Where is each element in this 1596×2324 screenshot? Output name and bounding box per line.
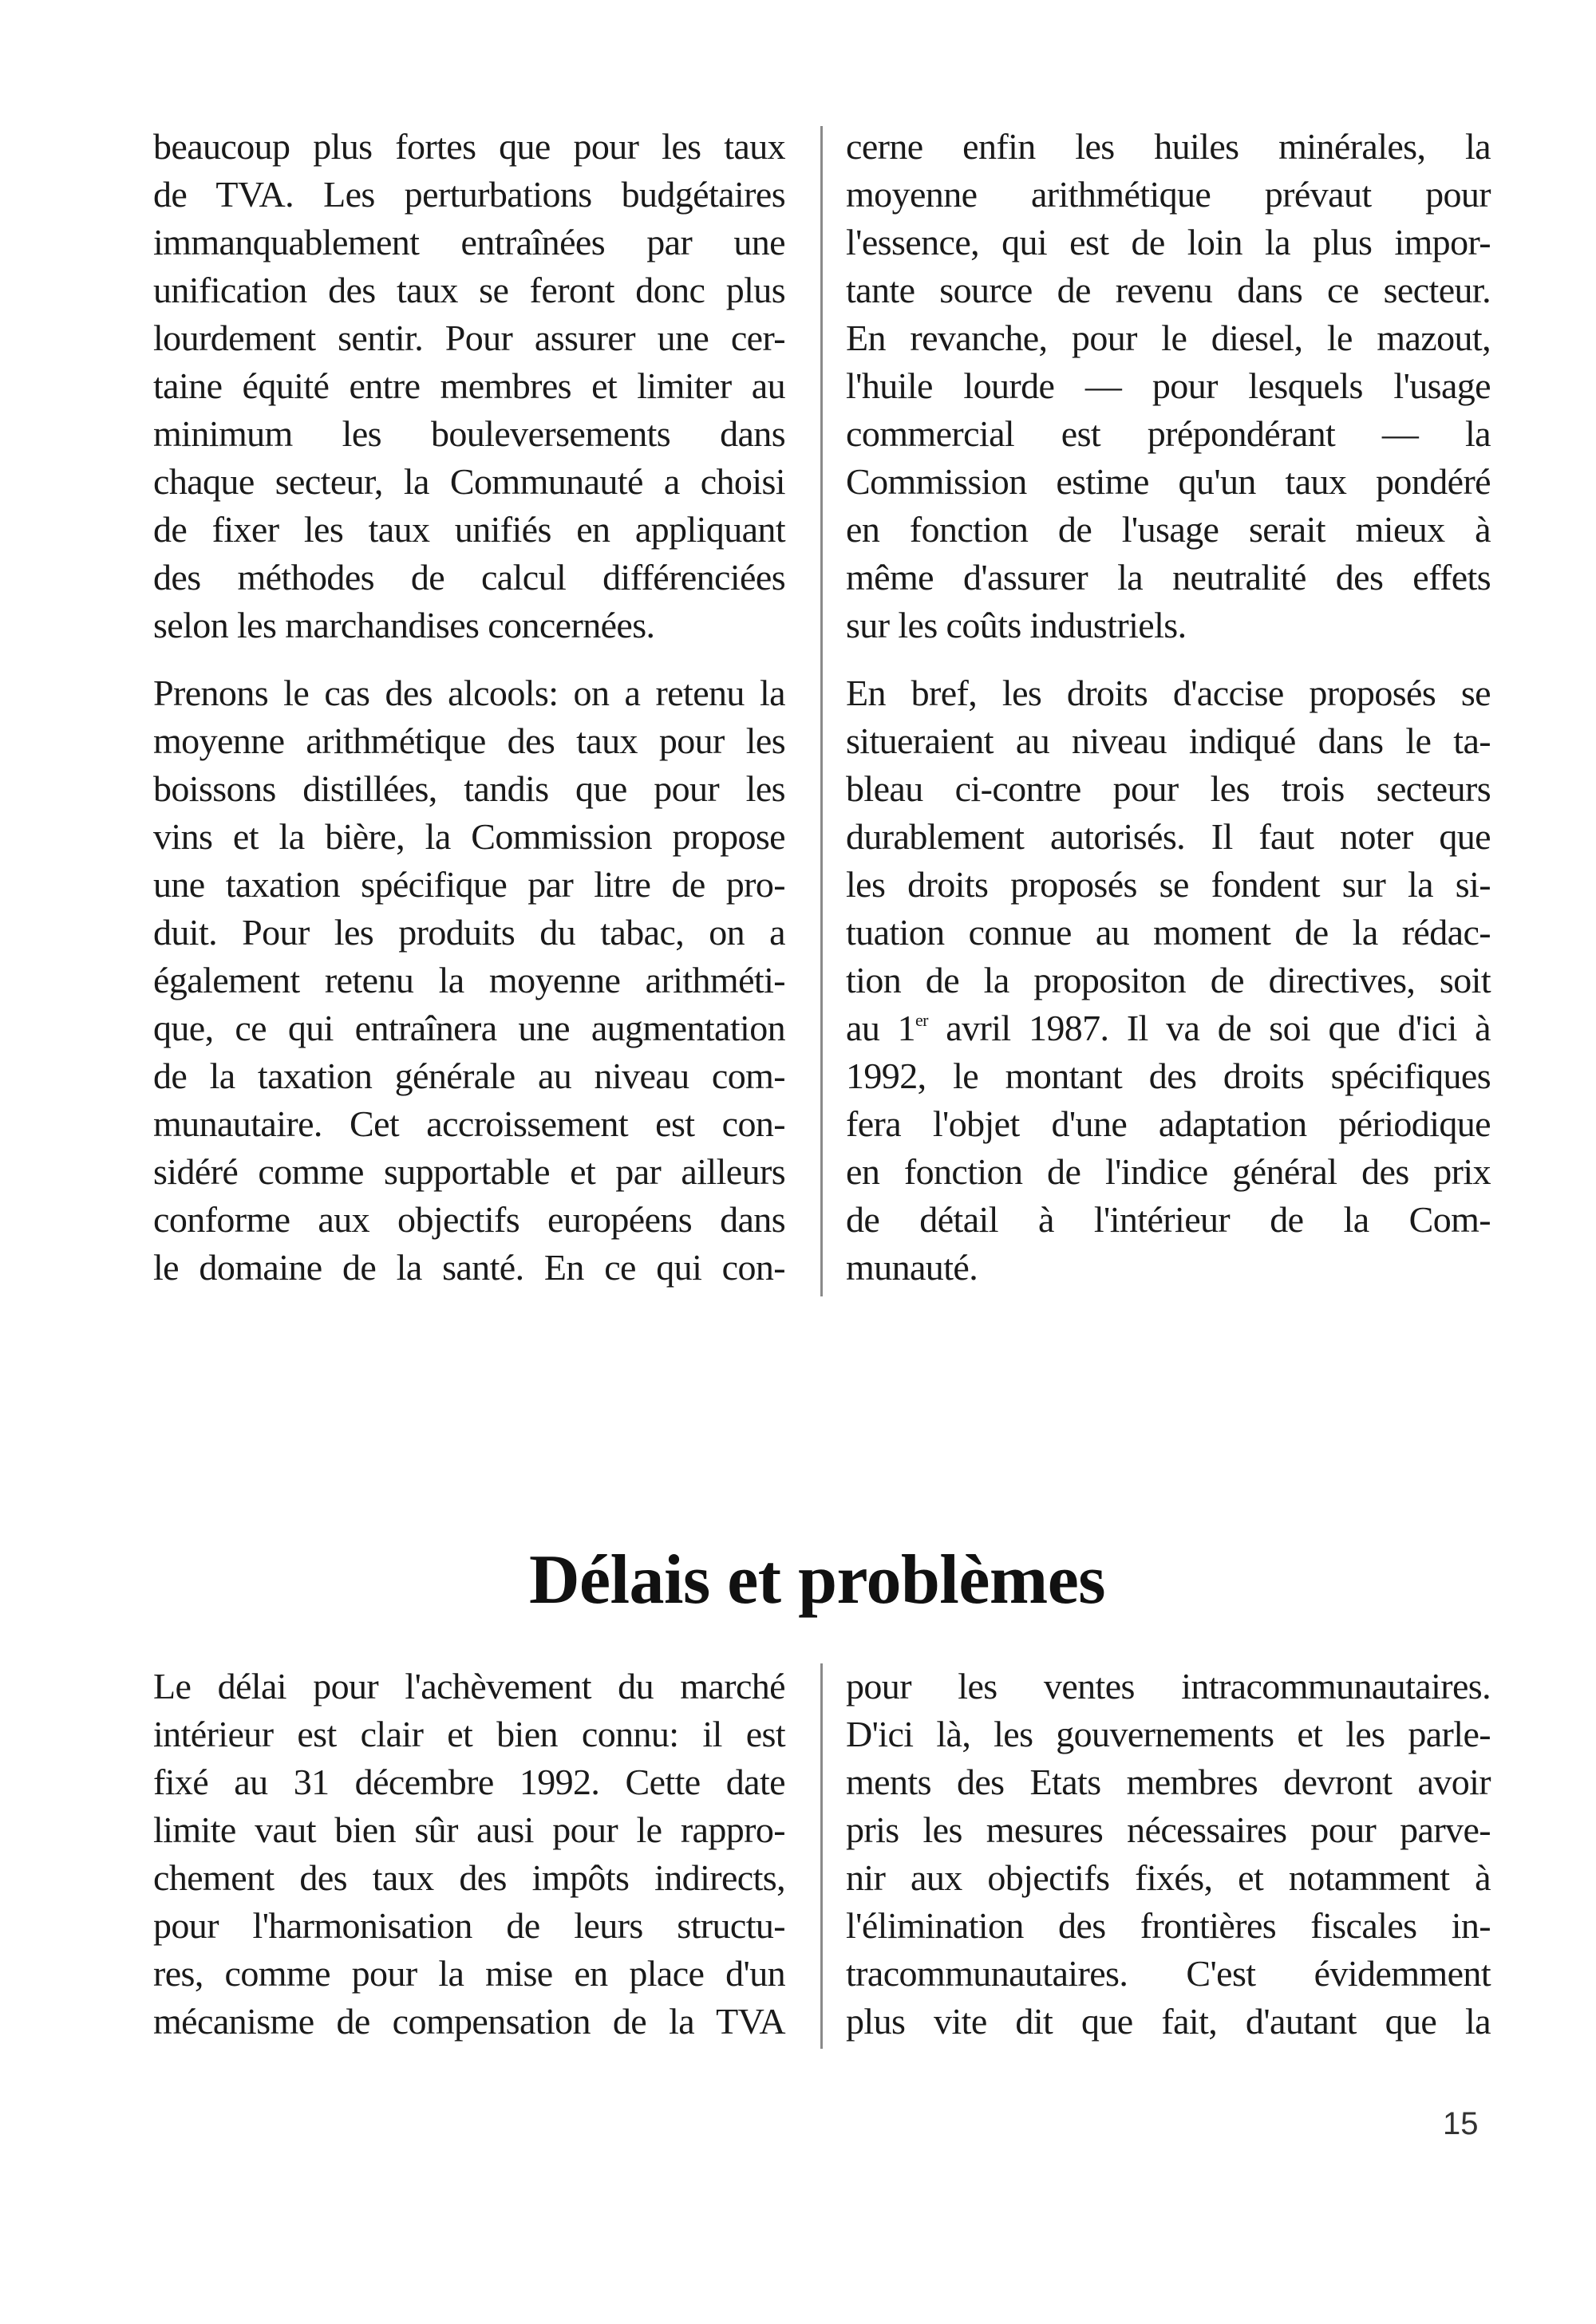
- text-line: les droits proposés se fondent sur la si-: [846, 864, 1491, 905]
- paragraph-droits-accise: [846, 669, 1491, 1292]
- text-line: munauté.: [846, 1247, 978, 1288]
- text-line: plus vite dit que fait, d'autant que la: [846, 2001, 1491, 2042]
- text-line: limite vaut bien sûr ausi pour le rappro-: [153, 1809, 785, 1850]
- column-divider: [820, 1663, 823, 2049]
- text-line: de détail à l'intérieur de la Com-: [846, 1199, 1491, 1240]
- text-line: en fonction de l'usage serait mieux à: [846, 509, 1491, 550]
- text-line: minimum les bouleversements dans: [153, 413, 785, 454]
- text-line: intérieur est clair et bien connu: il est: [153, 1714, 785, 1754]
- text-line: moyenne arithmétique des taux pour les: [153, 720, 785, 761]
- paragraph-huiles-minerales: [846, 123, 1491, 649]
- text-line: sur les coûts industriels.: [846, 605, 1187, 645]
- text-fragment: avril 1987. Il va de soi que d'ici à: [927, 1008, 1491, 1048]
- paragraph-alcools-tabac: [153, 669, 785, 1292]
- text-line: que, ce qui entraînera une augmentation: [153, 1008, 785, 1048]
- text-line: tante source de revenu dans ce secteur.: [846, 270, 1491, 310]
- paragraph-ventes-intracommunautaires: [846, 1663, 1491, 2046]
- text-line: de la taxation générale au niveau com-: [153, 1055, 785, 1096]
- text-line: de TVA. Les perturbations budgétaires: [153, 174, 785, 215]
- text-line: mécanisme de compensation de la TVA: [153, 2001, 785, 2042]
- text-line: En bref, les droits d'accise proposés se: [846, 673, 1491, 713]
- text-line: des méthodes de calcul différenciées: [153, 557, 785, 598]
- text-line: res, comme pour la mise en place d'un: [153, 1953, 785, 1994]
- text-line: tracommunautaires. C'est évidemment: [846, 1953, 1491, 1994]
- text-line: selon les marchandises concernées.: [153, 605, 655, 645]
- text-line: fixé au 31 décembre 1992. Cette date: [153, 1762, 785, 1802]
- text-line: En revanche, pour le diesel, le mazout,: [846, 318, 1491, 358]
- text-line: lourdement sentir. Pour assurer une cer-: [153, 318, 785, 358]
- text-line: Prenons le cas des alcools: on a retenu la: [153, 673, 785, 713]
- text-line: pour les ventes intracommunautaires.: [846, 1666, 1491, 1707]
- text-line: ments des Etats membres devront avoir: [846, 1762, 1491, 1802]
- text-line: l'élimination des frontières fiscales in-: [846, 1905, 1491, 1946]
- text-line: durablement autorisés. Il faut noter que: [846, 816, 1491, 857]
- section-heading: Délais et problèmes: [528, 1541, 1106, 1620]
- text-line: pour l'harmonisation de leurs structu-: [153, 1905, 785, 1946]
- text-line: en fonction de l'indice général des prix: [846, 1151, 1491, 1192]
- text-line: l'huile lourde — pour lesquels l'usage: [846, 365, 1491, 406]
- paragraph-delai-marche: [153, 1663, 785, 2046]
- text-line: même d'assurer la neutralité des effets: [846, 557, 1491, 598]
- text-line: unification des taux se feront donc plus: [153, 270, 785, 310]
- text-line: munautaire. Cet accroissement est con-: [153, 1103, 785, 1144]
- text-line: l'essence, qui est de loin la plus impor-: [846, 222, 1491, 262]
- text-line: une taxation spécifique par litre de pro-: [153, 864, 785, 905]
- text-line: duit. Pour les produits du tabac, on a: [153, 912, 785, 953]
- text-line: Le délai pour l'achèvement du marché: [153, 1666, 785, 1707]
- text-line: D'ici là, les gouvernements et les parle-: [846, 1714, 1491, 1754]
- page-number: 15: [1443, 2106, 1479, 2141]
- bottom-left-column: [153, 1663, 785, 2066]
- text-line: situeraient au niveau indiqué dans le ta-: [846, 720, 1491, 761]
- text-line: cerne enfin les huiles minérales, la: [846, 126, 1491, 167]
- text-line: tion de la propositon de directives, soit: [846, 960, 1491, 1000]
- text-line: sidéré comme supportable et par ailleurs: [153, 1151, 785, 1192]
- text-fragment: au 1: [846, 1008, 915, 1048]
- ordinal-superscript: er: [915, 1010, 928, 1030]
- text-line: tuation connue au moment de la rédac-: [846, 912, 1491, 953]
- text-line: beaucoup plus fortes que pour les taux: [153, 126, 785, 167]
- text-line: bleau ci-contre pour les trois secteurs: [846, 768, 1491, 809]
- text-line: également retenu la moyenne arithméti-: [153, 960, 785, 1000]
- text-line: 1992, le montant des droits spécifiques: [846, 1055, 1491, 1096]
- column-divider: [820, 126, 823, 1296]
- top-right-column: [846, 123, 1491, 1312]
- text-line: nir aux objectifs fixés, et notamment à: [846, 1857, 1491, 1898]
- text-line: Commission estime qu'un taux pondéré: [846, 461, 1491, 502]
- text-line: conforme aux objectifs européens dans: [153, 1199, 785, 1240]
- text-line: boissons distillées, tandis que pour les: [153, 768, 785, 809]
- text-line: immanquablement entraînées par une: [153, 222, 785, 262]
- text-line: pris les mesures nécessaires pour parve-: [846, 1809, 1491, 1850]
- text-line: chement des taux des impôts indirects,: [153, 1857, 785, 1898]
- text-line: vins et la bière, la Commission propose: [153, 816, 785, 857]
- text-line: le domaine de la santé. En ce qui con-: [153, 1247, 785, 1288]
- top-left-column: [153, 123, 785, 1312]
- text-line: commercial est prépondérant — la: [846, 413, 1491, 454]
- bottom-right-column: [846, 1663, 1491, 2066]
- text-line: de fixer les taux unifiés en appliquant: [153, 509, 785, 550]
- text-line: chaque secteur, la Communauté a choisi: [153, 461, 785, 502]
- text-line: taine équité entre membres et limiter au: [153, 365, 785, 406]
- text-line: fera l'objet d'une adaptation périodique: [846, 1103, 1491, 1144]
- paragraph-tva-perturbations: [153, 123, 785, 649]
- text-line-date: [846, 1004, 1491, 1052]
- text-line: moyenne arithmétique prévaut pour: [846, 174, 1491, 215]
